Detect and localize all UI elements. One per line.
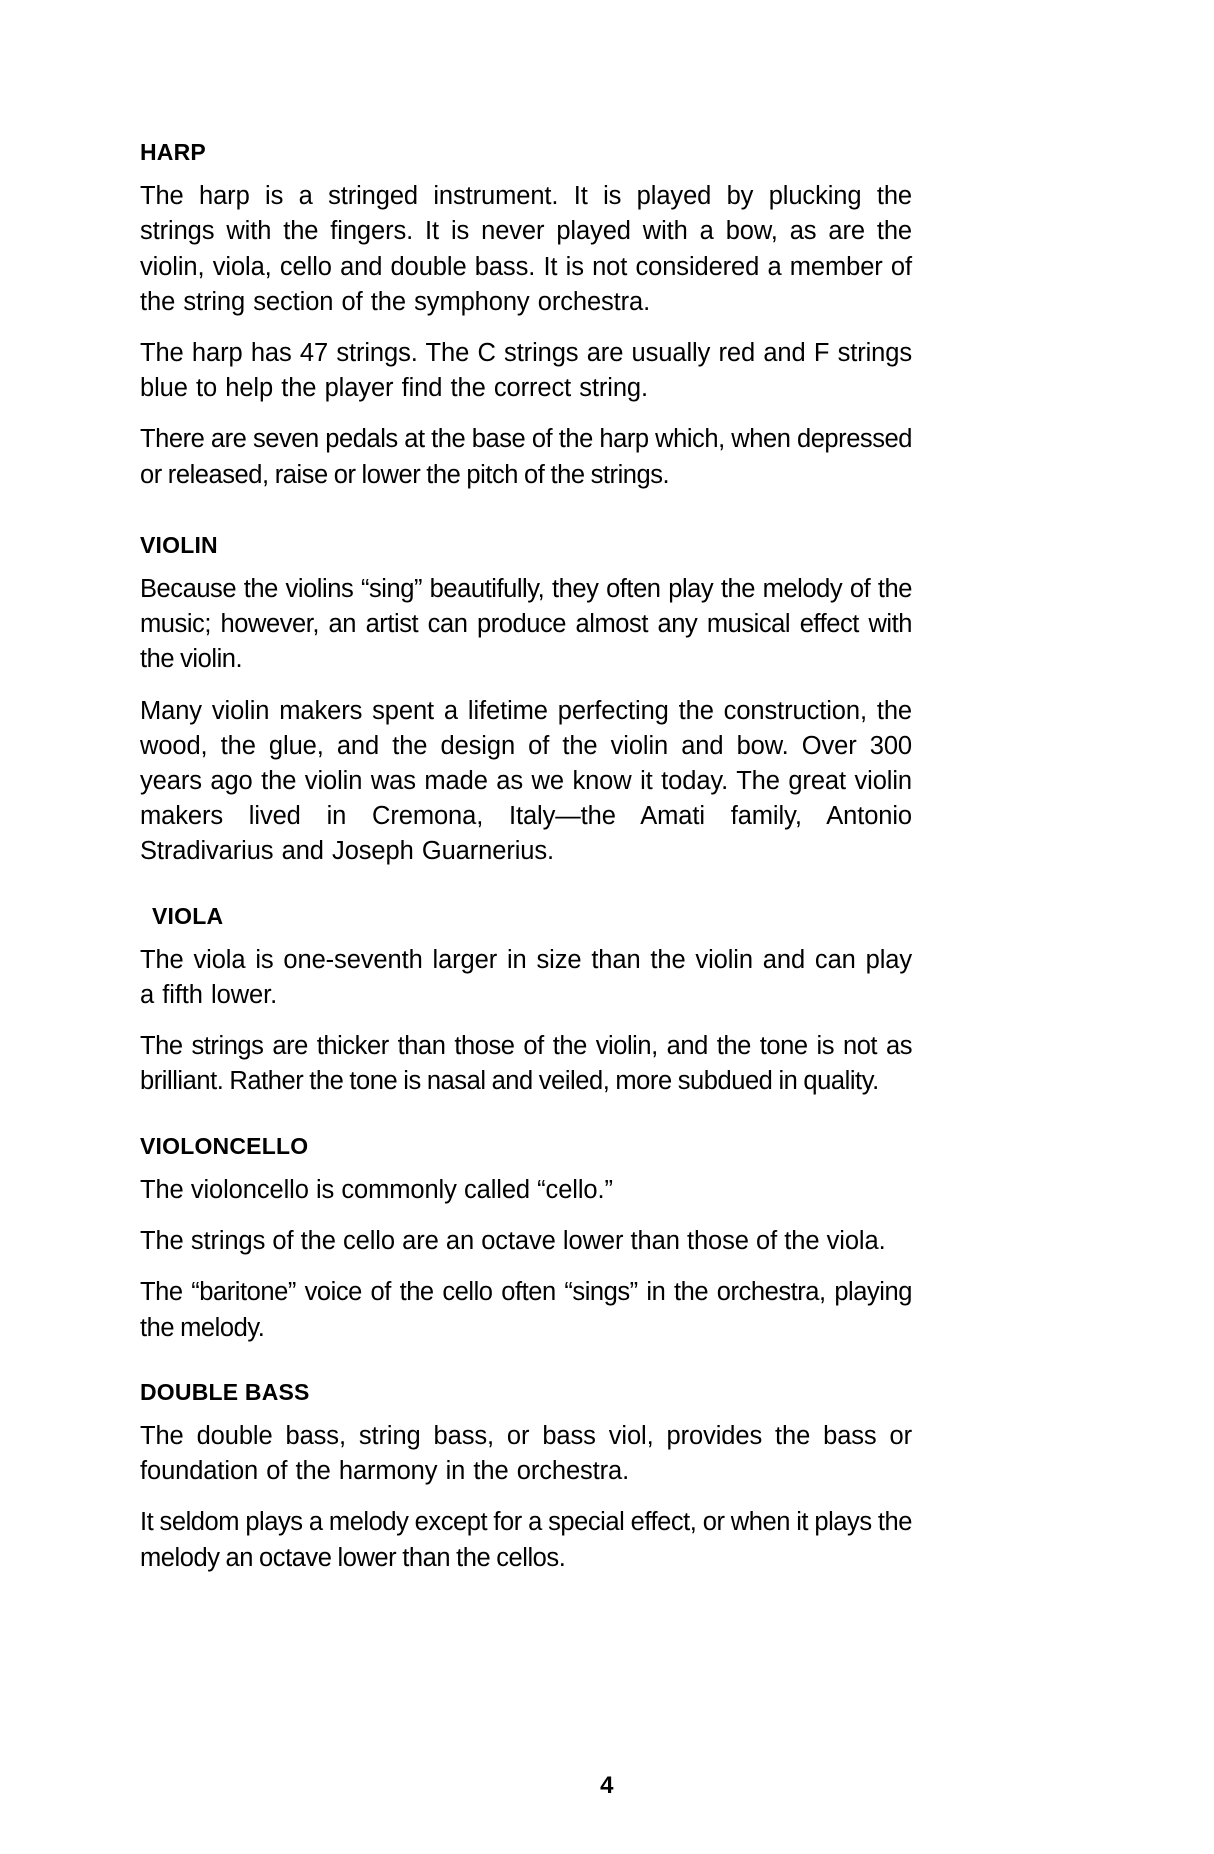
paragraph-viola-2: The strings are thicker than those of the violin, and the tone is not as brilliant. Rather the tone is nasal and veiled, more subdued in quality. xyxy=(140,1032,912,1096)
page-content xyxy=(140,140,912,1610)
page-number: 4 xyxy=(600,1772,614,1799)
paragraph-double-bass-1: The double bass, string bass, or bass viol, provides the bass or foundation of the harmony in the orchestra. xyxy=(140,1421,912,1486)
paragraph-viola-1: The viola is one-seventh larger in size than the violin and can play a fifth lower. xyxy=(140,945,912,1010)
section-heading-violoncello: VIOLONCELLO xyxy=(140,1132,309,1159)
section-viola xyxy=(140,904,912,1100)
section-violoncello xyxy=(140,1134,912,1346)
section-violin xyxy=(140,533,912,870)
paragraph-double-bass-2: It seldom plays a melody except for a special effect, or when it plays the melody an octave lower than the cellos. xyxy=(140,1508,912,1572)
paragraph-violoncello-3: The “baritone” voice of the cello often “sings” in the orchestra, playing the melody. xyxy=(140,1278,912,1342)
section-heading-double-bass: DOUBLE BASS xyxy=(140,1378,310,1405)
section-heading-viola: VIOLA xyxy=(152,902,224,929)
paragraph-violin-2: Many violin makers spent a lifetime perfecting the construction, the wood, the glue, and the design of the violin and bow. Over 300 years ago the violin was made as we know it today. The great violin makers lived in Cremona, Italy—the Amati family, Antonio Stradivarius and Joseph Guarnerius. xyxy=(140,696,912,866)
section-heading-harp: HARP xyxy=(140,139,206,165)
section-heading-violin: VIOLIN xyxy=(140,531,218,558)
section-harp xyxy=(140,140,912,493)
paragraph-harp-1: The harp is a stringed instrument. It is played by plucking the strings with the fingers. It is never played with a bow, as are the violin, viola, cello and double bass. It is not considered a member of the string section of the symphony orchestra. xyxy=(140,182,912,316)
paragraph-violoncello-2: The strings of the cello are an octave lower than those of the viola. xyxy=(140,1227,886,1256)
paragraph-violin-1: Because the violins “sing” beautifully, they often play the melody of the music; however, an artist can produce almost any musical effect with the violin. xyxy=(140,575,912,674)
paragraph-violoncello-1: The violoncello is commonly called “cello.” xyxy=(140,1175,613,1204)
paragraph-harp-2: The harp has 47 strings. The C strings are usually red and F strings blue to help the player find the correct string. xyxy=(140,339,912,403)
section-double-bass xyxy=(140,1380,912,1576)
paragraph-harp-3: There are seven pedals at the base of the harp which, when depressed or released, raise or lower the pitch of the strings. xyxy=(140,425,912,489)
